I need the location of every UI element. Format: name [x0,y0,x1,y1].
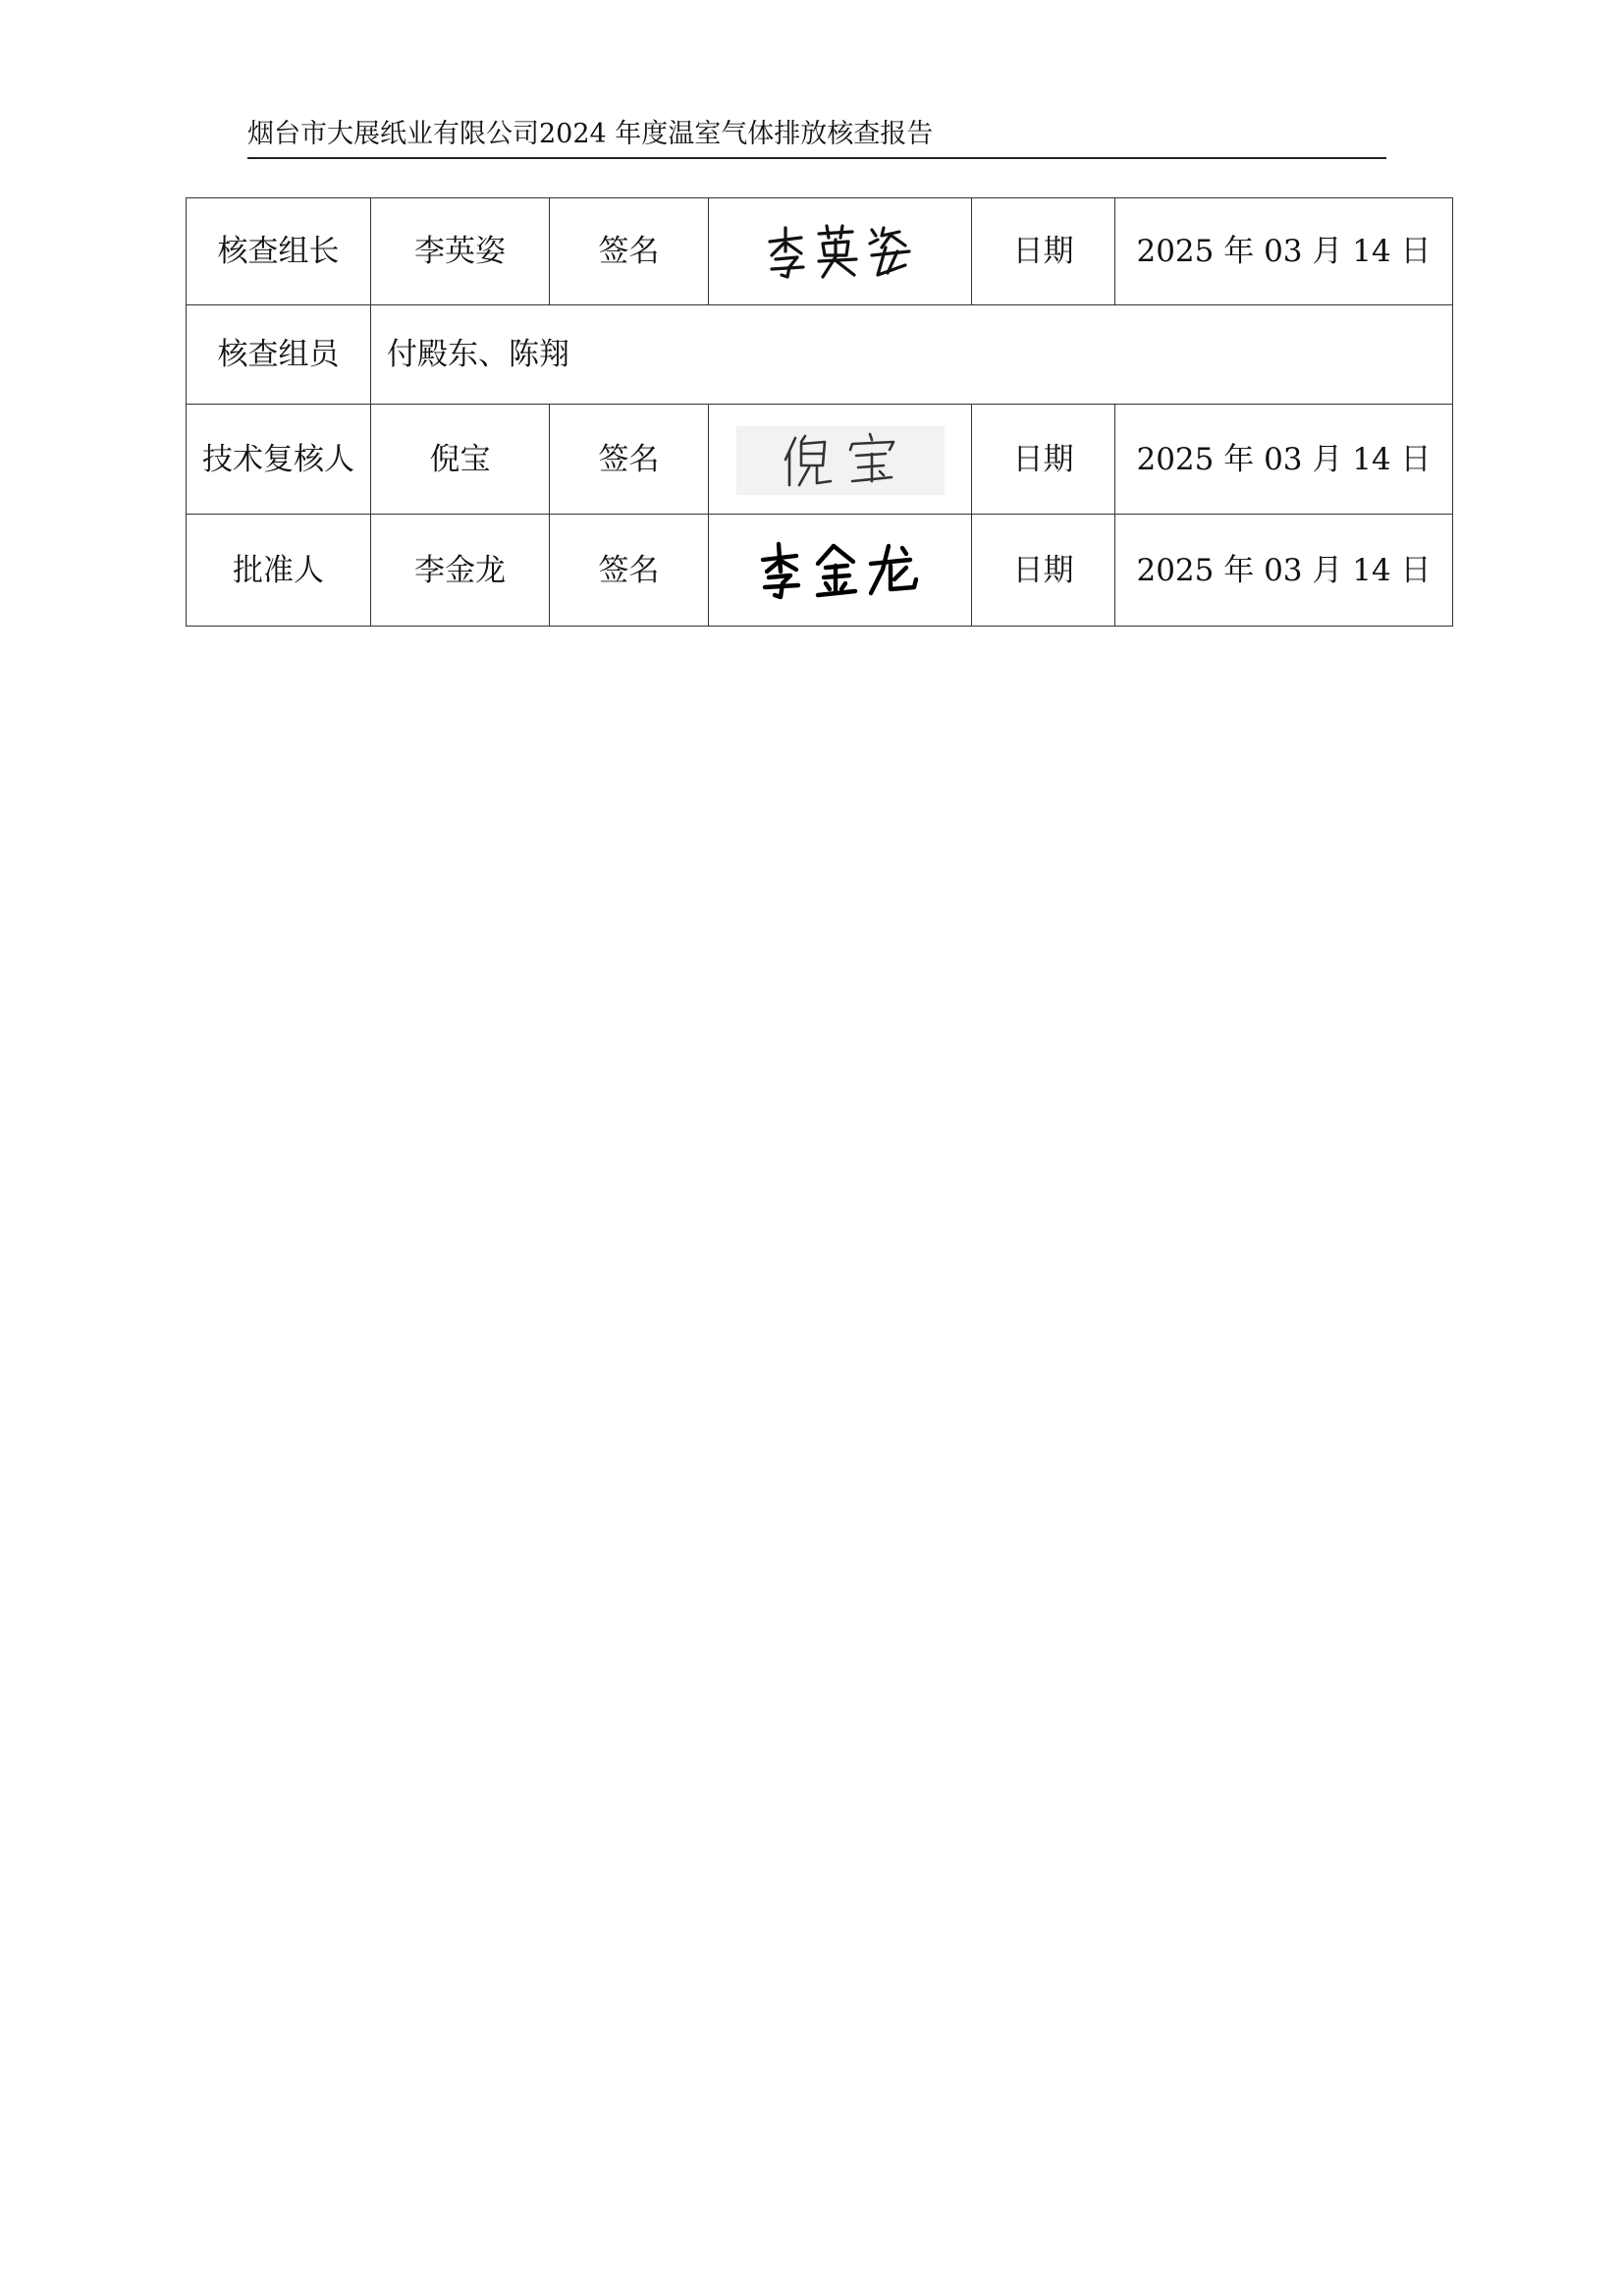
role-cell: 核查组长 [187,198,371,305]
role-cell: 批准人 [187,515,371,627]
role-cell: 技术复核人 [187,405,371,515]
date-label-cell: 日期 [972,515,1115,627]
table-row-lead-verifier [187,198,1453,305]
signature-cell [709,198,972,305]
role-cell: 核查组员 [187,305,371,405]
table-row-technical-reviewer [187,405,1453,515]
header-title: 烟台市大展纸业有限公司2024 年度温室气体排放核查报告 [247,119,934,149]
name-cell: 李金龙 [371,515,550,627]
sign-label-cell: 签名 [550,198,709,305]
handwritten-signature-li-jinlong [709,538,971,603]
table-row-approver [187,515,1453,627]
date-label-cell: 日期 [972,198,1115,305]
signature-cell [709,515,972,627]
date-value-cell: 2025 年 03 月 14 日 [1115,405,1453,515]
name-cell: 李英姿 [371,198,550,305]
signature-image [732,420,948,499]
handwritten-signature-li-yingzi [709,222,971,281]
signature-table [186,197,1453,627]
page-header [247,116,1386,159]
name-cell: 倪宝 [371,405,550,515]
handwritten-signature-ni-bao [709,420,971,499]
members-cell: 付殿东、陈翔 [371,305,1453,405]
date-value-cell: 2025 年 03 月 14 日 [1115,515,1453,627]
date-value-cell: 2025 年 03 月 14 日 [1115,198,1453,305]
sign-label-cell: 签名 [550,405,709,515]
table-row-team-members [187,305,1453,405]
signature-image [757,538,924,603]
signature-cell [709,405,972,515]
signature-image [762,222,919,281]
sign-label-cell: 签名 [550,515,709,627]
date-label-cell: 日期 [972,405,1115,515]
